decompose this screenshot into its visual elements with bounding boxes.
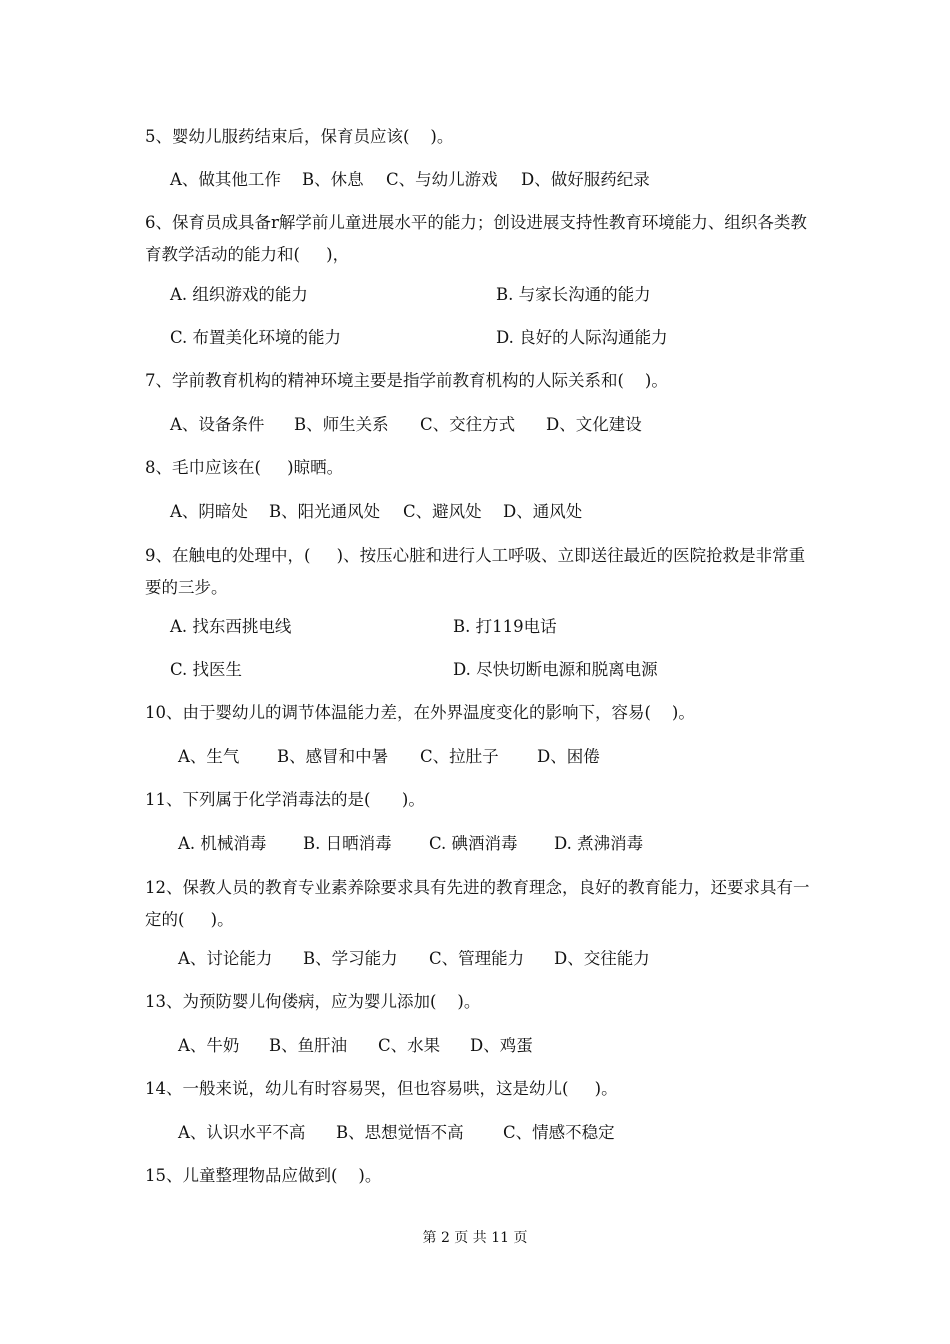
question-7-stem: 7、学前教育机构的精神环境主要是指学前教育机构的人际关系和( )。 xyxy=(145,371,668,390)
question-10-option-b: B、感冒和中暑 xyxy=(277,747,389,766)
question-6-stem: 6、保育员成具备r解学前儿童进展水平的能力；创设进展支持性教育环境能力、组织各类教育教学活动的能力和( )， xyxy=(145,213,807,264)
question-9-option-b: B. 打119电话 xyxy=(453,617,557,636)
question-11-option-d: D. 煮沸消毒 xyxy=(554,834,644,853)
question-6-option-c: C. 布置美化环境的能力 xyxy=(170,328,342,347)
question-12-option-a: A、讨论能力 xyxy=(178,949,273,968)
question-10-stem: 10、由于婴幼儿的调节体温能力差，在外界温度变化的影响下，容易( )。 xyxy=(145,703,695,722)
question-7-option-c: C、交往方式 xyxy=(420,415,516,434)
question-14-option-c: C、情感不稳定 xyxy=(503,1123,615,1142)
question-5-option-a: A、做其他工作 xyxy=(170,170,281,189)
question-12-stem: 12、保教人员的教育专业素养除要求具有先进的教育理念，良好的教育能力，还要求具有一定的( )。 xyxy=(145,878,810,929)
question-13-option-d: D、鸡蛋 xyxy=(470,1036,533,1055)
question-5-option-b: B、休息 xyxy=(302,170,364,189)
question-6-option-b: B. 与家长沟通的能力 xyxy=(496,285,651,304)
question-14-stem: 14、一般来说，幼儿有时容易哭，但也容易哄，这是幼儿( )。 xyxy=(145,1079,618,1098)
question-10-option-c: C、拉肚子 xyxy=(420,747,499,766)
question-9-option-c: C. 找医生 xyxy=(170,660,243,679)
question-6-option-d: D. 良好的人际沟通能力 xyxy=(496,328,668,347)
question-14-option-a: A、认识水平不高 xyxy=(178,1123,306,1142)
question-12-option-c: C、管理能力 xyxy=(429,949,525,968)
question-8-option-d: D、通风处 xyxy=(503,502,583,521)
question-10-option-d: D、困倦 xyxy=(537,747,600,766)
question-8-option-a: A、阴暗处 xyxy=(170,502,248,521)
question-9-stem: 9、在触电的处理中，( )、按压心脏和进行人工呼吸、立即送往最近的医院抢救是非常重要的三步。 xyxy=(145,546,806,597)
question-5-stem: 5、婴幼儿服药结束后，保育员应该( )。 xyxy=(145,127,454,146)
question-5-option-d: D、做好服药纪录 xyxy=(521,170,650,189)
question-11-option-b: B. 日晒消毒 xyxy=(303,834,392,853)
question-5-option-c: C、与幼儿游戏 xyxy=(386,170,498,189)
question-11-option-a: A. 机械消毒 xyxy=(178,834,267,853)
question-11-option-c: C. 碘酒消毒 xyxy=(429,834,518,853)
page-footer: 第 2 页 共 11 页 xyxy=(422,1230,528,1246)
question-13-stem: 13、为预防婴儿佝偻病，应为婴儿添加( )。 xyxy=(145,992,481,1011)
question-14-option-b: B、思想觉悟不高 xyxy=(336,1123,464,1142)
question-9-option-a: A. 找东西挑电线 xyxy=(170,617,292,636)
question-13-option-b: B、鱼肝油 xyxy=(269,1036,348,1055)
question-10-option-a: A、生气 xyxy=(178,747,240,766)
question-6-option-a: A. 组织游戏的能力 xyxy=(170,285,308,304)
question-12-option-d: D、交往能力 xyxy=(554,949,650,968)
question-7-option-b: B、师生关系 xyxy=(294,415,389,434)
question-12-option-b: B、学习能力 xyxy=(303,949,398,968)
question-8-option-b: B、阳光通风处 xyxy=(269,502,381,521)
question-8-stem: 8、毛巾应该在( )晾晒。 xyxy=(145,458,344,477)
question-8-option-c: C、避风处 xyxy=(403,502,482,521)
question-9-option-d: D. 尽快切断电源和脱离电源 xyxy=(453,660,658,679)
question-7-option-d: D、文化建设 xyxy=(546,415,642,434)
question-13-option-c: C、水果 xyxy=(378,1036,441,1055)
question-7-option-a: A、设备条件 xyxy=(170,415,265,434)
question-13-option-a: A、牛奶 xyxy=(178,1036,240,1055)
question-11-stem: 11、下列属于化学消毒法的是( )。 xyxy=(145,790,425,809)
question-15-stem: 15、儿童整理物品应做到( )。 xyxy=(145,1166,382,1185)
